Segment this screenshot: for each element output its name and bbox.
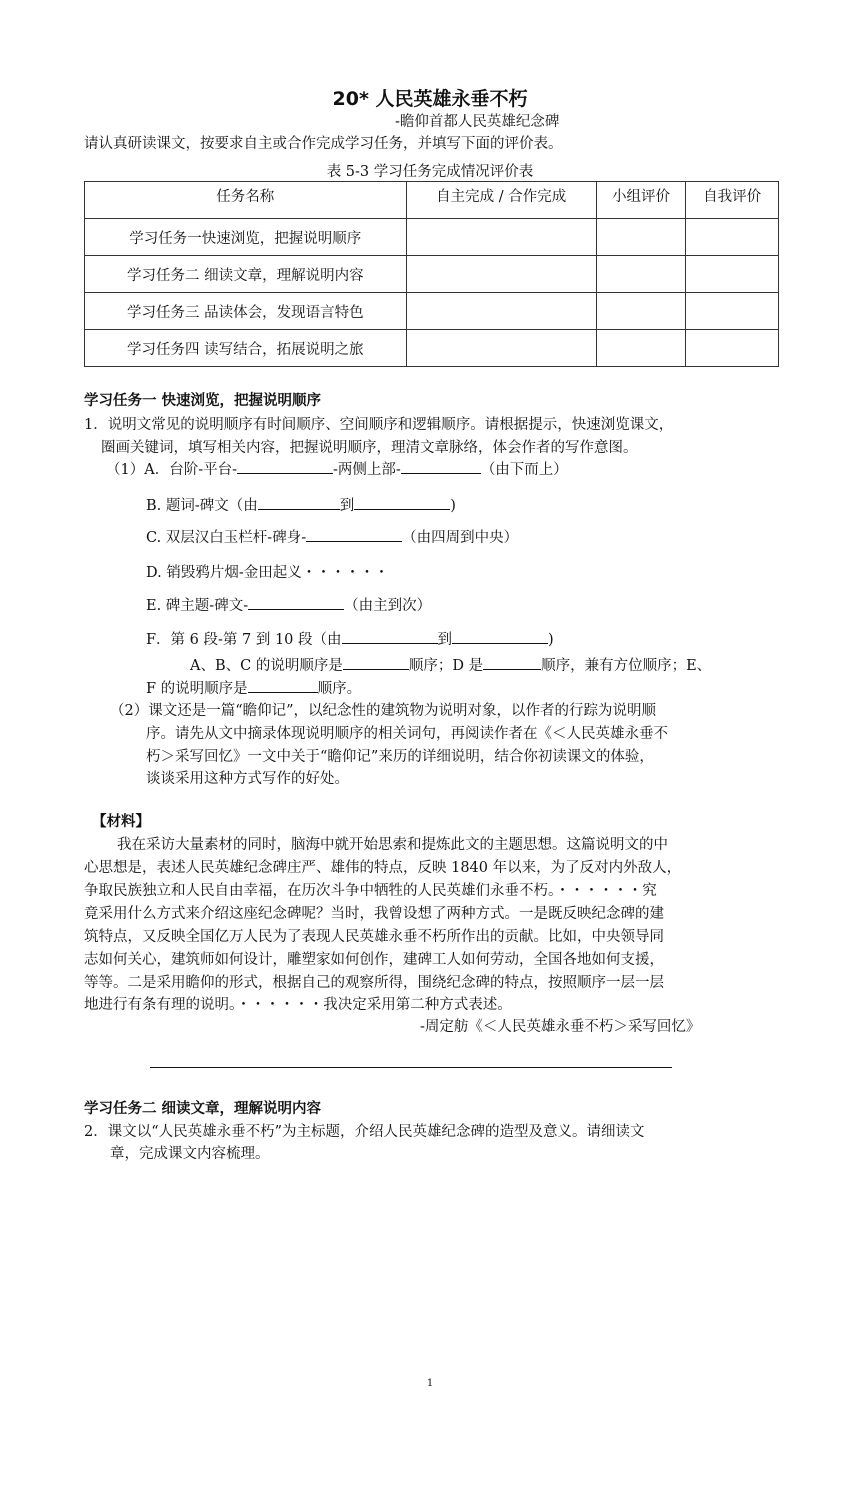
table-row xyxy=(85,293,779,330)
item-e-text: E. 碑主题-碑文- xyxy=(146,598,249,614)
material-line: 竟采用什么方式来介绍这座纪念碑呢？当时，我曾设想了两种方式。一是既反映纪念碑的建 xyxy=(84,906,664,922)
item-f-text: ) xyxy=(548,632,554,648)
header-self-eval: 自我评价 xyxy=(686,182,779,219)
completion-cell[interactable] xyxy=(406,256,596,293)
answer-blank[interactable] xyxy=(306,527,402,542)
order-text: F 的说明顺序是 xyxy=(146,681,248,697)
material-line: 心思想是，表述人民英雄纪念碑庄严、雄伟的特点，反映 1840 年以来，为了反对内外敌人， xyxy=(84,860,682,876)
answer-blank[interactable] xyxy=(343,655,409,670)
answer-line[interactable] xyxy=(150,1067,672,1068)
item-a-text: （1）A．台阶-平台- xyxy=(106,462,237,478)
task-name-cell: 学习任务一快速浏览，把握说明顺序 xyxy=(85,219,407,256)
answer-blank[interactable] xyxy=(248,678,318,693)
task1-question-line: 圈画关键词，填写相关内容，把握说明顺序，理清文章脉络，体会作者的写作意图。 xyxy=(101,440,638,456)
item-a-text: -两侧上部- xyxy=(333,462,401,478)
self-eval-cell[interactable] xyxy=(686,330,779,367)
answer-blank[interactable] xyxy=(342,629,438,644)
item-b xyxy=(146,494,456,515)
item-c-text: （由四周到中央） xyxy=(402,530,519,546)
answer-blank[interactable] xyxy=(354,495,450,510)
item-b-text: B. 题词-碑文（由 xyxy=(146,498,258,514)
item-f xyxy=(146,628,554,649)
order-text: A、B、C 的说明顺序是 xyxy=(190,658,343,674)
item-f-text: F．第 6 段-第 7 到 10 段（由 xyxy=(146,632,342,648)
task2-heading: 学习任务二 细读文章，理解说明内容 xyxy=(84,1101,322,1117)
order-text: 顺序，兼有方位顺序；E、 xyxy=(541,658,712,674)
answer-blank[interactable] xyxy=(452,629,548,644)
intro-text: 请认真研读课文，按要求自主或合作完成学习任务，并填写下面的评价表。 xyxy=(84,136,563,152)
q2-line: 序。请先从文中摘录体现说明顺序的相关词句，再阅读作者在《＜人民英雄永垂不 xyxy=(146,726,668,742)
task1-heading: 学习任务一 快速浏览，把握说明顺序 xyxy=(84,393,322,409)
item-b-text: 到 xyxy=(339,498,355,514)
material-source: -周定舫《＜人民英雄永垂不朽＞采写回忆》 xyxy=(420,1019,701,1035)
completion-cell[interactable] xyxy=(406,330,596,367)
answer-blank[interactable] xyxy=(237,459,333,474)
group-eval-cell[interactable] xyxy=(596,330,686,367)
page-number: 1 xyxy=(426,1378,434,1389)
task2-question-line: 章，完成课文内容梳理。 xyxy=(110,1146,270,1162)
item-b-text: ) xyxy=(450,498,456,514)
document-subtitle: -瞻仰首都人民英雄纪念碑 xyxy=(395,114,560,130)
item-e-text: （由主到次） xyxy=(344,598,432,614)
item-a-text: （由下而上） xyxy=(480,462,568,478)
self-eval-cell[interactable] xyxy=(686,256,779,293)
table-caption: 表 5-3 学习任务完成情况评价表 xyxy=(326,164,534,180)
order-summary-line xyxy=(190,654,711,675)
completion-cell[interactable] xyxy=(406,293,596,330)
item-f-text: 到 xyxy=(437,632,453,648)
item-e xyxy=(146,594,431,615)
group-eval-cell[interactable] xyxy=(596,219,686,256)
answer-blank[interactable] xyxy=(258,495,340,510)
table-header-row xyxy=(85,182,779,219)
item-a xyxy=(106,458,568,479)
header-task-name: 任务名称 xyxy=(85,182,407,219)
self-eval-cell[interactable] xyxy=(686,219,779,256)
material-line: 争取民族独立和人民自由幸福，在历次斗争中牺牲的人民英雄们永垂不朽。・・・・・・究 xyxy=(84,883,657,899)
item-c-text: C. 双层汉白玉栏杆-碑身- xyxy=(146,530,307,546)
task-name-cell: 学习任务三 品读体会，发现语言特色 xyxy=(85,293,407,330)
material-line: 等等。二是采用瞻仰的形式，根据自己的观察所得，围绕纪念碑的特点，按照顺序一层一层 xyxy=(84,975,664,991)
order-text: 顺序；D 是 xyxy=(408,658,484,674)
material-label: 【材料】 xyxy=(92,814,150,830)
answer-blank[interactable] xyxy=(483,655,541,670)
header-group-eval: 小组评价 xyxy=(596,182,686,219)
task-name-cell: 学习任务四 读写结合，拓展说明之旅 xyxy=(85,330,407,367)
table-row xyxy=(85,219,779,256)
task-name-cell: 学习任务二 细读文章，理解说明内容 xyxy=(85,256,407,293)
order-text: 顺序。 xyxy=(317,681,362,697)
material-line: 地进行有条有理的说明。・・・・・・我决定采用第二种方式表述。 xyxy=(84,997,512,1013)
group-eval-cell[interactable] xyxy=(596,293,686,330)
q2-line: 朽＞采写回忆》一文中关于“瞻仰记”来历的详细说明，结合你初读课文的体验， xyxy=(146,749,654,765)
order-summary-line xyxy=(146,677,361,698)
header-completion-mode: 自主完成 / 合作完成 xyxy=(406,182,596,219)
completion-cell[interactable] xyxy=(406,219,596,256)
task1-question-line: 1．说明文常见的说明顺序有时间顺序、空间顺序和逻辑顺序。请根据提示，快速浏览课文， xyxy=(84,417,674,433)
evaluation-table xyxy=(84,181,779,367)
answer-blank[interactable] xyxy=(248,595,344,610)
table-row xyxy=(85,256,779,293)
material-line: 我在采访大量素材的同时，脑海中就开始思索和提炼此文的主题思想。这篇说明文的中 xyxy=(117,837,668,853)
q2-line: （2）课文还是一篇“瞻仰记”，以纪念性的建筑物为说明对象，以作者的行踪为说明顺 xyxy=(110,703,657,719)
material-line: 志如何关心，建筑师如何设计，雕塑家如何创作，建碑工人如何劳动，全国各地如何支援， xyxy=(84,952,664,968)
item-c xyxy=(146,526,518,547)
answer-blank[interactable] xyxy=(401,459,481,474)
task2-question-line: 2．课文以“人民英雄永垂不朽”为主标题，介绍人民英雄纪念碑的造型及意义。请细读文 xyxy=(84,1124,645,1140)
q2-line: 谈谈采用这种方式写作的好处。 xyxy=(146,771,349,787)
material-line: 筑特点，又反映全国亿万人民为了表现人民英雄永垂不朽所作出的贡献。比如，中央领导同 xyxy=(84,929,664,945)
document-title: 20* 人民英雄永垂不朽 xyxy=(332,88,528,110)
self-eval-cell[interactable] xyxy=(686,293,779,330)
group-eval-cell[interactable] xyxy=(596,256,686,293)
table-row xyxy=(85,330,779,367)
item-d: D. 销毁鸦片烟-金田起义・・・・・・ xyxy=(146,565,389,581)
